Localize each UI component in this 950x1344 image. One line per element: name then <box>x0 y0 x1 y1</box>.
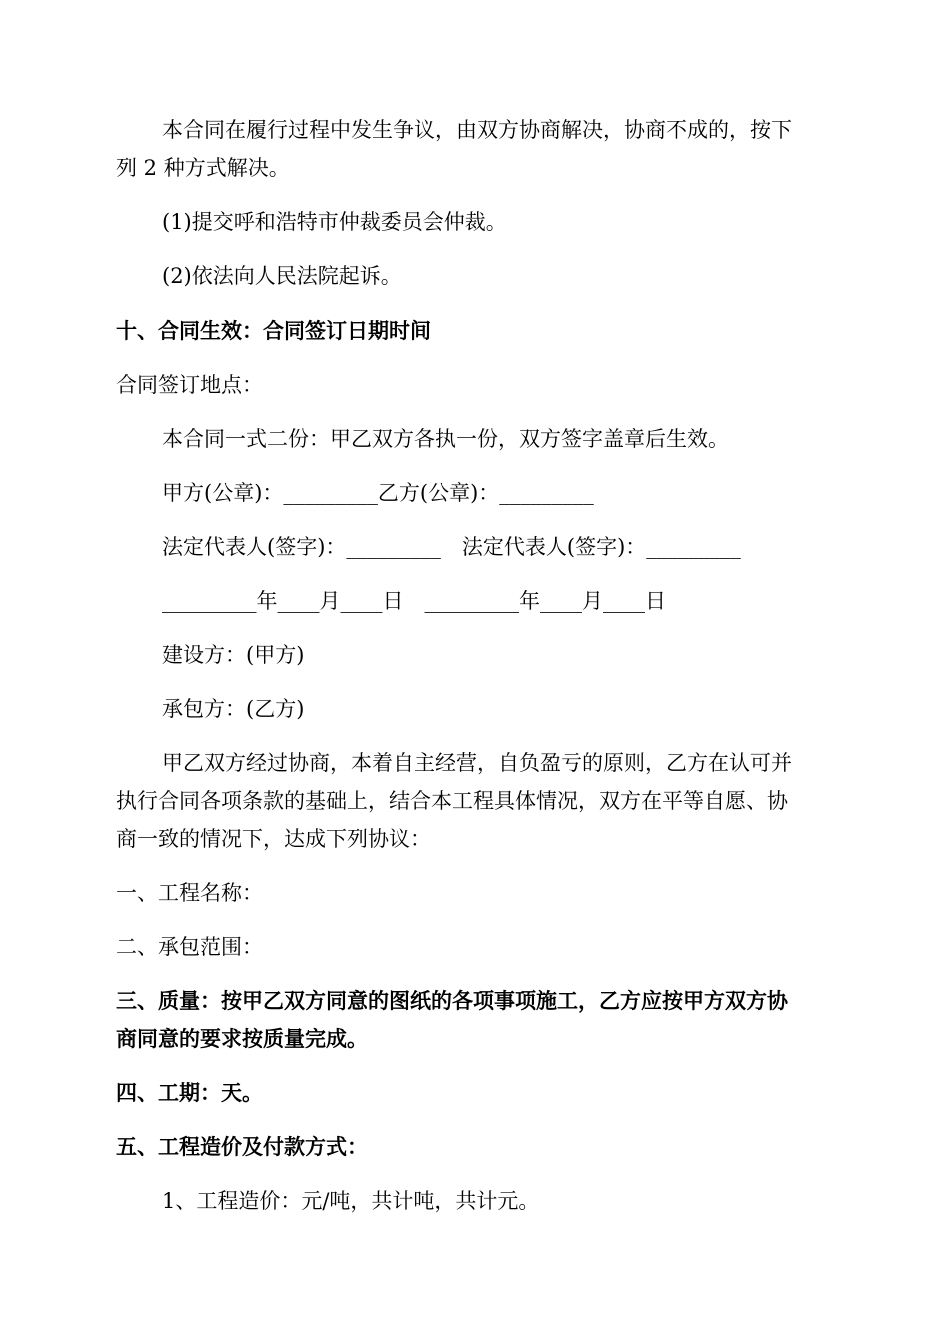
date-fields: _________年____月____日 _________年____月____日 <box>162 589 666 613</box>
section-duration: 四、工期：天。 <box>116 1080 263 1105</box>
agreement-paragraph-line-3: 商一致的情况下，达成下列协议： <box>116 827 431 851</box>
contractor-party: 承包方：(乙方) <box>162 697 305 721</box>
signing-location: 合同签订地点： <box>116 373 263 397</box>
section-heading-effectiveness: 十、合同生效：合同签订日期时间 <box>116 318 431 343</box>
section-quality-line-2: 商同意的要求按质量完成。 <box>116 1026 368 1051</box>
seal-fields: 甲方(公章)：_________乙方(公章)：_________ <box>162 481 594 505</box>
project-cost-item: 1、工程造价：元/吨，共计吨，共计元。 <box>162 1189 540 1213</box>
dispute-paragraph-line-1: 本合同在履行过程中发生争议，由双方协商解决，协商不成的，按下 <box>162 118 792 142</box>
agreement-paragraph-line-2: 执行合同各项条款的基础上，结合本工程具体情况，双方在平等自愿、协 <box>116 789 788 813</box>
agreement-paragraph-line-1: 甲乙双方经过协商，本着自主经营，自负盈亏的原则，乙方在认可并 <box>162 751 792 775</box>
arbitration-option: (1)提交呼和浩特市仲裁委员会仲裁。 <box>162 210 507 234</box>
dispute-paragraph-line-2: 列 2 种方式解决。 <box>116 156 290 180</box>
section-project-name: 一、工程名称： <box>116 881 263 905</box>
section-quality-line-1: 三、质量：按甲乙双方同意的图纸的各项事项施工，乙方应按甲方双方协 <box>116 988 788 1013</box>
litigation-option: (2)依法向人民法院起诉。 <box>162 264 402 288</box>
section-cost-payment: 五、工程造价及付款方式： <box>116 1134 368 1159</box>
builder-party: 建设方：(甲方) <box>162 643 305 667</box>
representative-signature-fields: 法定代表人(签字)：_________ 法定代表人(签字)：_________ <box>162 535 741 559</box>
copies-clause: 本合同一式二份：甲乙双方各执一份，双方签字盖章后生效。 <box>162 427 729 451</box>
section-scope: 二、承包范围： <box>116 935 263 959</box>
